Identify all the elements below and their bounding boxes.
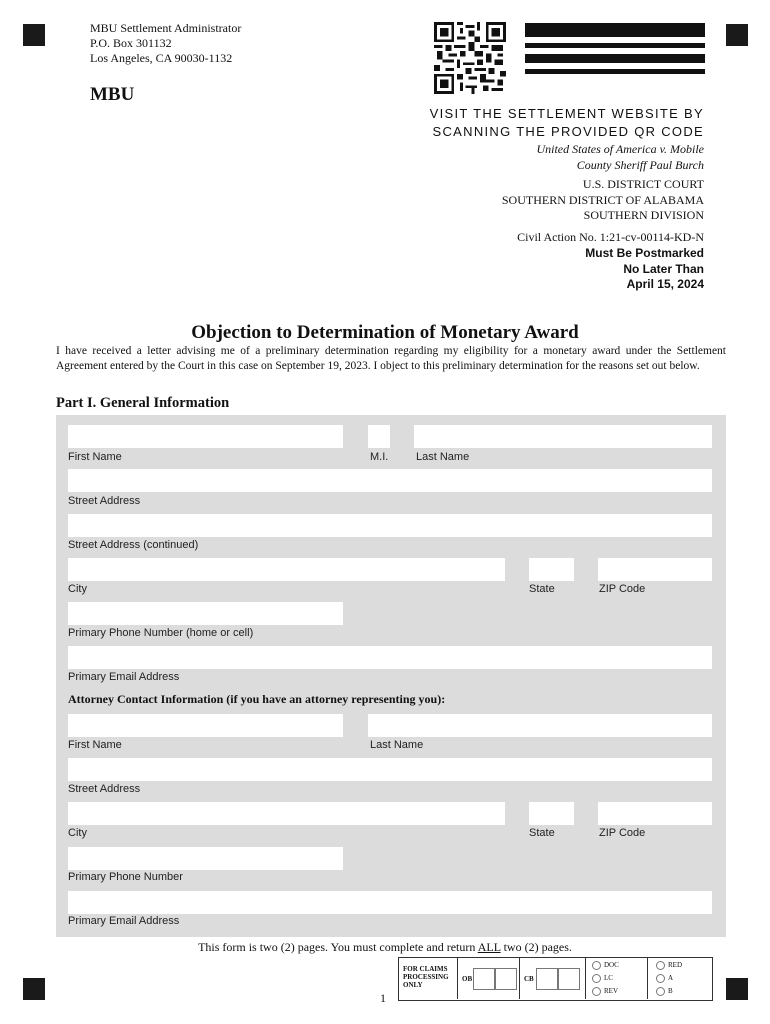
red-radio	[656, 961, 665, 970]
claims-processing-box	[398, 957, 713, 1001]
ob-box-1	[473, 968, 495, 990]
barcode-bar	[525, 23, 705, 37]
first-name-field[interactable]	[68, 425, 343, 448]
sender-code: MBU	[90, 84, 135, 105]
registration-mark-top-right	[726, 24, 748, 46]
postmark-line2: No Later Than	[623, 261, 704, 276]
street-address-field[interactable]	[68, 469, 712, 492]
visit-website-instruction	[430, 105, 704, 141]
court-line2: SOUTHERN DISTRICT OF ALABAMA	[501, 192, 704, 207]
city-field[interactable]	[68, 558, 505, 581]
doc-options-cell	[585, 958, 647, 999]
court-name	[502, 177, 704, 224]
return-address-line3: Los Angeles, CA 90030-1132	[90, 51, 233, 65]
case-name-line1: United States of America v. Mobile	[536, 142, 704, 156]
page-count-note-all: ALL	[477, 940, 501, 954]
lc-radio	[592, 974, 601, 983]
form-title: Objection to Determination of Monetary Award	[191, 322, 579, 343]
ob-label: OB	[462, 975, 473, 983]
visit-line2: SCANNING THE PROVIDED QR CODE	[432, 124, 704, 139]
part1-title: Part I. General Information	[56, 395, 230, 411]
court-line1: U.S. DISTRICT COURT	[582, 177, 704, 191]
attorney-email-field[interactable]	[68, 891, 712, 914]
attorney-first-name-field[interactable]	[68, 714, 343, 737]
case-name	[536, 141, 704, 173]
cb-box-2	[558, 968, 580, 990]
b-label: B	[668, 987, 673, 995]
ob-box-2	[495, 968, 517, 990]
return-address-line2: P.O. Box 301132	[90, 36, 172, 50]
postmark-deadline	[585, 246, 704, 293]
postal-barcode	[525, 23, 705, 80]
court-line3: SOUTHERN DIVISION	[583, 208, 704, 222]
rev-label: REV	[604, 987, 618, 995]
intro-paragraph: I have received a letter advising me of a preliminary determination regarding my eligibility for a monetary award under the Settlement Agreement entered by the Court in this case on September 19, 2023. I object to this preliminary determination for the reasons set out below.	[56, 345, 726, 372]
postmark-line1: Must Be Postmarked	[585, 246, 704, 260]
cb-label: CB	[524, 975, 534, 983]
attorney-street-address-label: Street Address	[68, 783, 141, 795]
primary-phone-field[interactable]	[68, 602, 343, 625]
doc-radio	[592, 961, 601, 970]
middle-initial-field[interactable]	[368, 425, 390, 448]
primary-email-label: Primary Email Address	[68, 671, 180, 683]
barcode-bar	[525, 69, 705, 74]
lc-label: LC	[604, 974, 613, 982]
attorney-zip-code-label: ZIP Code	[599, 827, 646, 839]
claims-processing-label: FOR CLAIMS PROCESSING ONLY	[403, 965, 449, 989]
last-name-field[interactable]	[414, 425, 712, 448]
zip-code-field[interactable]	[598, 558, 712, 581]
a-radio	[656, 974, 665, 983]
attorney-phone-field[interactable]	[68, 847, 343, 870]
b-radio	[656, 987, 665, 996]
attorney-street-address-field[interactable]	[68, 758, 712, 781]
mi-label: M.I.	[370, 451, 389, 463]
attorney-city-field[interactable]	[68, 802, 505, 825]
rev-radio	[592, 987, 601, 996]
return-address-line1: MBU Settlement Administrator	[90, 21, 242, 35]
page-count-note-after: two (2) pages.	[500, 940, 572, 954]
primary-email-field[interactable]	[68, 646, 712, 669]
attorney-phone-label: Primary Phone Number	[68, 871, 183, 883]
visit-line1: VISIT THE SETTLEMENT WEBSITE BY	[429, 106, 704, 121]
street-address-continued-field[interactable]	[68, 514, 712, 537]
red-label: RED	[668, 961, 682, 969]
state-field[interactable]	[529, 558, 574, 581]
cb-box-1	[536, 968, 558, 990]
attorney-first-name-label: First Name	[68, 739, 122, 751]
ob-cell	[457, 958, 519, 999]
state-label: State	[529, 583, 555, 595]
street-address-label: Street Address	[68, 495, 141, 507]
street-address-continued-label: Street Address (continued)	[68, 539, 199, 551]
attorney-contact-heading: Attorney Contact Information (if you have an attorney representing you):	[68, 692, 446, 706]
attorney-last-name-field[interactable]	[368, 714, 712, 737]
attorney-city-label: City	[68, 827, 87, 839]
registration-mark-bottom-left	[23, 978, 45, 1000]
page-number: 1	[380, 991, 386, 1005]
attorney-state-field[interactable]	[529, 802, 574, 825]
attorney-email-label: Primary Email Address	[68, 915, 180, 927]
case-name-line2: County Sheriff Paul Burch	[576, 158, 704, 172]
general-information-panel	[56, 415, 726, 937]
qr-code-icon[interactable]	[434, 22, 506, 94]
registration-mark-bottom-right	[726, 978, 748, 1000]
a-label: A	[668, 974, 674, 982]
attorney-last-name-label: Last Name	[370, 739, 424, 751]
barcode-bar	[525, 43, 705, 48]
first-name-label: First Name	[68, 451, 122, 463]
return-address	[90, 21, 241, 66]
registration-mark-top-left	[23, 24, 45, 46]
page-count-note-before: This form is two (2) pages. You must complete and return	[198, 940, 478, 954]
doc-label: DOC	[604, 961, 619, 969]
page-count-note	[0, 940, 770, 955]
barcode-bar	[525, 54, 705, 63]
zip-code-label: ZIP Code	[599, 583, 646, 595]
city-label: City	[68, 583, 87, 595]
cb-cell	[519, 958, 585, 999]
civil-action-number: Civil Action No. 1:21-cv-00114-KD-N	[517, 230, 704, 244]
attorney-zip-code-field[interactable]	[598, 802, 712, 825]
last-name-label: Last Name	[416, 451, 470, 463]
attorney-state-label: State	[529, 827, 555, 839]
postmark-line3: April 15, 2024	[626, 277, 704, 291]
primary-phone-label: Primary Phone Number (home or cell)	[68, 627, 254, 639]
red-options-cell	[647, 958, 711, 999]
